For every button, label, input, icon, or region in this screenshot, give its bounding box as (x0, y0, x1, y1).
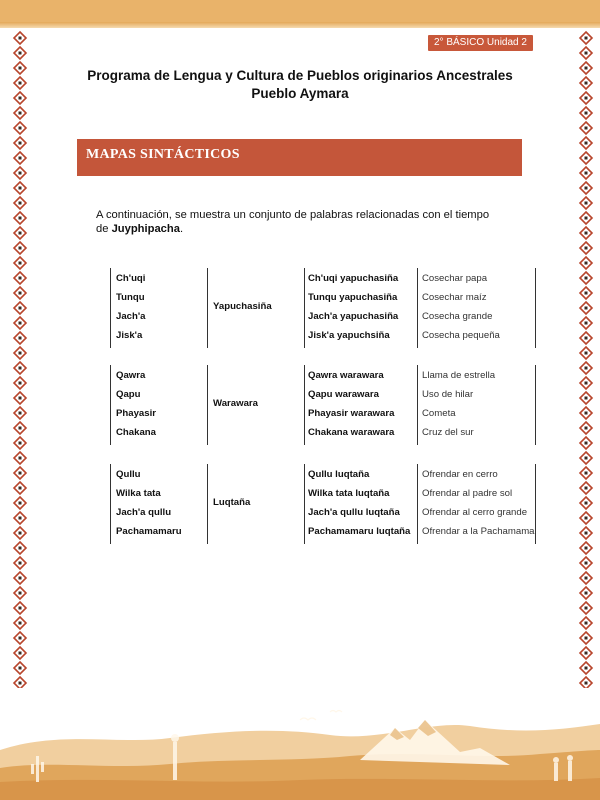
border-dot (585, 142, 588, 145)
border-dot (585, 442, 588, 445)
border-dot (19, 412, 22, 415)
border-dot (585, 127, 588, 130)
group-divider (207, 365, 208, 445)
word-cell: Jach'a qullu (116, 507, 172, 518)
border-dot (19, 37, 22, 40)
word-cell: Qullu (116, 469, 141, 480)
border-dot (585, 397, 588, 400)
border-dot (585, 502, 588, 505)
border-dot (19, 517, 22, 520)
border-dot (19, 232, 22, 235)
border-dot (19, 187, 22, 190)
intro-highlight: Juyphipacha (111, 223, 180, 235)
meaning-cell: Cosecha grande (422, 311, 493, 322)
right-pattern-border (577, 28, 595, 688)
border-dot (19, 307, 22, 310)
border-dot (585, 487, 588, 490)
border-dot (19, 247, 22, 250)
word-cell: Jisk'a (116, 330, 143, 341)
group-divider (207, 268, 208, 348)
group-divider (304, 268, 305, 348)
border-dot (19, 157, 22, 160)
border-dot (585, 652, 588, 655)
border-dot (585, 517, 588, 520)
border-dot (585, 172, 588, 175)
border-dot (19, 682, 22, 685)
center-word: Warawara (213, 398, 258, 409)
border-dot (585, 427, 588, 430)
border-dot (19, 472, 22, 475)
border-dot (19, 427, 22, 430)
border-dot (585, 112, 588, 115)
group-divider (304, 464, 305, 544)
border-dot (19, 52, 22, 55)
border-dot (585, 637, 588, 640)
border-dot (19, 532, 22, 535)
phrase-cell: Jach'a qullu luqtaña (308, 507, 400, 518)
center-word: Luqtaña (213, 497, 251, 508)
section-title: MAPAS SINTÁCTICOS (86, 147, 240, 162)
meaning-cell: Ofrendar en cerro (422, 469, 498, 480)
phrase-cell: Qawra warawara (308, 370, 384, 381)
phrase-cell: Qapu warawara (308, 389, 379, 400)
word-cell: Phayasir (116, 408, 157, 419)
word-cell: Pachamamaru (116, 526, 182, 537)
border-dot (19, 322, 22, 325)
meaning-cell: Cosechar maíz (422, 292, 487, 303)
group-divider (304, 365, 305, 445)
border-dot (585, 247, 588, 250)
intro-text: A continuación, se muestra un conjunto de palabras relacionadas con el tiempo de (96, 209, 490, 235)
border-dot (19, 262, 22, 265)
syntax-map-group-3 (110, 464, 536, 544)
border-dot (585, 472, 588, 475)
border-dot (19, 667, 22, 670)
border-dot (19, 382, 22, 385)
group-divider (535, 268, 536, 348)
border-dot (585, 232, 588, 235)
border-dot (585, 607, 588, 610)
meaning-cell: Ofrendar al padre sol (422, 488, 513, 499)
border-dot (19, 607, 22, 610)
border-dot (585, 352, 588, 355)
border-dot (19, 652, 22, 655)
people-title: Pueblo Aymara (251, 86, 349, 101)
border-dot (19, 292, 22, 295)
group-divider (110, 268, 111, 348)
syntax-map-group-2 (110, 365, 536, 445)
meaning-cell: Cruz del sur (422, 427, 474, 438)
border-dot (585, 562, 588, 565)
word-cell: Chakana (116, 427, 156, 438)
phrase-cell: Jisk'a yapuchsiña (308, 330, 390, 341)
meaning-cell: Uso de hilar (422, 389, 474, 400)
group-divider (417, 268, 418, 348)
border-dot (19, 592, 22, 595)
group-divider (110, 365, 111, 445)
border-dot (585, 667, 588, 670)
meaning-cell: Cosecha pequeña (422, 330, 500, 341)
group-divider (110, 464, 111, 544)
border-dot (585, 187, 588, 190)
phrase-cell: Jach'a yapuchasiña (308, 311, 399, 322)
group-divider (417, 464, 418, 544)
meaning-cell: Llama de estrella (422, 370, 496, 381)
word-cell: Qapu (116, 389, 141, 400)
border-dot (19, 562, 22, 565)
meaning-cell: Cometa (422, 408, 456, 419)
center-word: Yapuchasiña (213, 301, 272, 312)
border-dot (585, 292, 588, 295)
border-dot (19, 547, 22, 550)
border-dot (585, 382, 588, 385)
border-dot (19, 337, 22, 340)
border-dot (19, 487, 22, 490)
word-cell: Wilka tata (116, 488, 161, 499)
border-dot (19, 112, 22, 115)
border-dot (585, 412, 588, 415)
group-divider (417, 365, 418, 445)
border-dot (585, 532, 588, 535)
word-cell: Tunqu (116, 292, 145, 303)
grade-unit-badge: 2° BÁSICO Unidad 2 (428, 35, 533, 51)
border-dot (585, 682, 588, 685)
border-dot (585, 592, 588, 595)
border-dot (19, 217, 22, 220)
border-dot (585, 157, 588, 160)
border-dot (19, 502, 22, 505)
border-dot (19, 442, 22, 445)
group-divider (535, 365, 536, 445)
phrase-cell: Phayasir warawara (308, 408, 395, 419)
group-divider (535, 464, 536, 544)
intro-paragraph (96, 208, 496, 236)
program-title: Programa de Lengua y Cultura de Pueblos originarios Ancestrales (87, 68, 513, 83)
border-dot (585, 52, 588, 55)
meaning-cell: Ofrendar al cerro grande (422, 507, 528, 518)
border-dot (19, 202, 22, 205)
border-dot (585, 337, 588, 340)
border-dot (19, 172, 22, 175)
border-dot (585, 37, 588, 40)
border-dot (19, 622, 22, 625)
phrase-cell: Wilka tata luqtaña (308, 488, 390, 499)
syntax-map-group-1 (110, 268, 536, 348)
border-dot (585, 322, 588, 325)
phrase-cell: Pachamamaru luqtaña (308, 526, 411, 537)
border-dot (19, 142, 22, 145)
border-dot (585, 622, 588, 625)
meaning-cell: Cosechar papa (422, 273, 488, 284)
border-dot (585, 307, 588, 310)
border-dot (585, 262, 588, 265)
border-dot (585, 367, 588, 370)
border-dot (19, 577, 22, 580)
border-dot (585, 202, 588, 205)
border-dot (19, 397, 22, 400)
left-pattern-border (11, 28, 29, 688)
top-decor-shade (0, 22, 600, 28)
phrase-cell: Tunqu yapuchasiña (308, 292, 398, 303)
border-dot (19, 637, 22, 640)
word-cell: Qawra (116, 370, 146, 381)
border-dot (585, 577, 588, 580)
border-dot (19, 457, 22, 460)
border-dot (585, 217, 588, 220)
border-dot (19, 367, 22, 370)
border-dot (19, 127, 22, 130)
phrase-cell: Ch'uqi yapuchasiña (308, 273, 399, 284)
group-divider (207, 464, 208, 544)
intro-end: . (179, 223, 184, 235)
border-dot (585, 457, 588, 460)
border-dot (585, 547, 588, 550)
border-dot (585, 277, 588, 280)
phrase-cell: Qullu luqtaña (308, 469, 370, 480)
phrase-cell: Chakana warawara (308, 427, 395, 438)
word-cell: Jach'a (116, 311, 146, 322)
border-dot (19, 277, 22, 280)
meaning-cell: Ofrendar a la Pachamama (422, 526, 535, 537)
border-dot (19, 352, 22, 355)
word-cell: Ch'uqi (116, 273, 146, 284)
andean-landscape-footer (0, 690, 600, 800)
